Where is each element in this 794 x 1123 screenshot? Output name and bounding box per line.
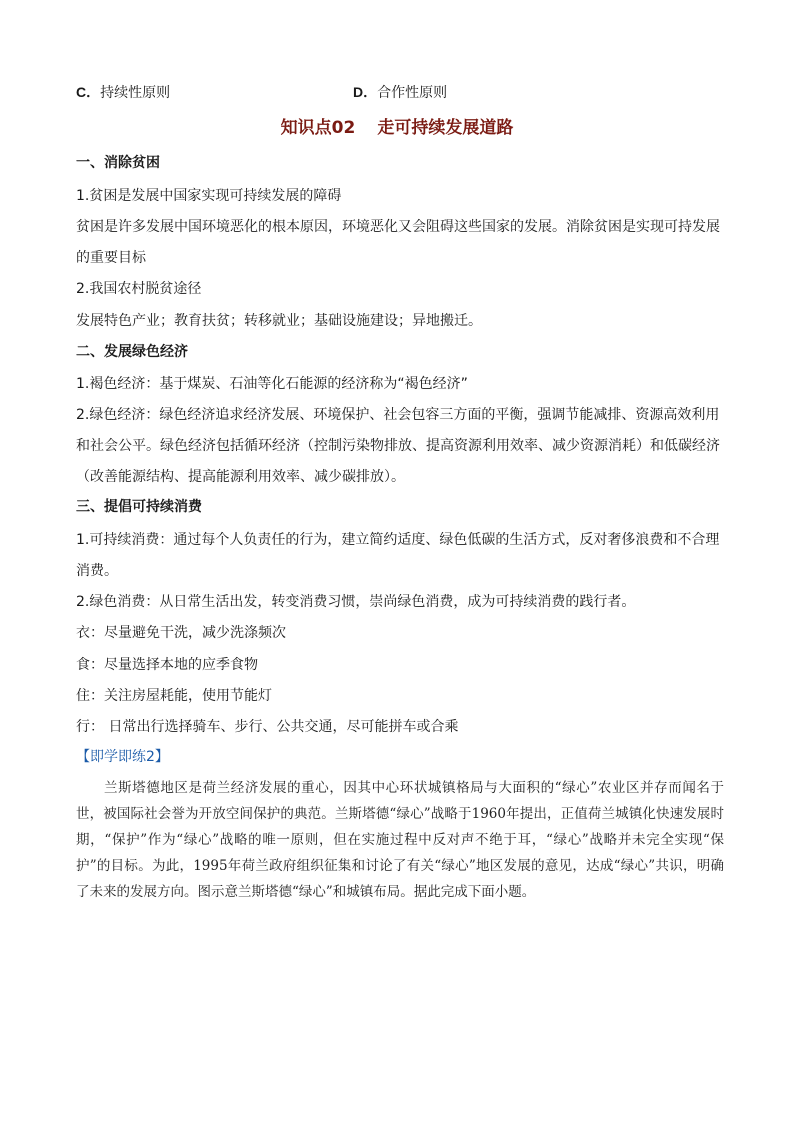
paragraph: 发展特色产业；教育扶贫；转移就业；基础设施建设；异地搬迁。 bbox=[76, 313, 482, 329]
option-d-text: 合作性原则 bbox=[377, 85, 448, 101]
paragraph: 1.可持续消费：通过每个人负责任的行为，建立简约适度、绿色低碳的生活方式，反对奢侈浪费和不合理 bbox=[76, 532, 720, 548]
paragraph: 贫困是许多发展中国环境恶化的根本原因，环境恶化又会阻碍这些国家的发展。消除贫困是实现可持发展 bbox=[76, 219, 720, 235]
practice-tag: 【即学即练2】 bbox=[76, 749, 169, 765]
section-title-text: 走可持续发展道路 bbox=[377, 118, 514, 138]
heading-poverty: 一、消除贫困 bbox=[76, 155, 160, 171]
list-item: 住：关注房屋耗能，使用节能灯 bbox=[76, 688, 272, 704]
paragraph: 1.褐色经济：基于煤炭、石油等化石能源的经济称为“褐色经济” bbox=[76, 376, 468, 392]
list-item: 衣：尽量避免干洗，减少洗涤频次 bbox=[76, 625, 286, 641]
practice-passage bbox=[76, 775, 724, 905]
option-d bbox=[353, 82, 447, 103]
paragraph: 2.我国农村脱贫途径 bbox=[76, 281, 202, 297]
passage-text: 兰斯塔德地区是荷兰经济发展的重心，因其中心环状城镇格局与大面积的“绿心”农业区并存而闻名于世，被国际社会誉为开放空间保护的典范。兰斯塔德“绿心”战略于1960年提出，正值荷兰城镇化快速发展时期，“保护”作为“绿心”战略的唯一原则，但在实施过程中反对声不绝于耳，“绿心”战略并未完全实现“保护”的目标。为此，1995年荷兰政府组织征集和讨论了有关“绿心”地区发展的意见，达成“绿心”共识，明确了未来的发展方向。图示意兰斯塔德“绿心”和城镇布局。据此完成下面小题。 bbox=[76, 780, 724, 900]
option-c-letter: C． bbox=[76, 84, 101, 100]
option-d-letter: D． bbox=[353, 84, 378, 100]
paragraph: （改善能源结构、提高能源利用效率、减少碳排放）。 bbox=[76, 469, 405, 485]
list-item: 食：尽量选择本地的应季食物 bbox=[76, 657, 258, 673]
section-title-number: 知识点02 bbox=[280, 118, 356, 138]
option-c-text: 持续性原则 bbox=[100, 85, 171, 101]
heading-sustainable-consumption: 三、提倡可持续消费 bbox=[76, 499, 202, 515]
paragraph: 的重要目标 bbox=[76, 250, 146, 266]
section-title bbox=[0, 116, 794, 140]
paragraph: 1.贫困是发展中国家实现可持续发展的障碍 bbox=[76, 188, 342, 204]
paragraph: 2.绿色消费：从日常生活出发，转变消费习惯，崇尚绿色消费，成为可持续消费的践行者。 bbox=[76, 594, 636, 610]
paragraph: 和社会公平。绿色经济包括循环经济（控制污染物排放、提高资源利用效率、减少资源消耗）和低碳经济 bbox=[76, 438, 720, 454]
paragraph: 2.绿色经济：绿色经济追求经济发展、环境保护、社会包容三方面的平衡，强调节能减排、资源高效利用 bbox=[76, 407, 720, 423]
heading-green-economy: 二、发展绿色经济 bbox=[76, 344, 188, 360]
list-item: 行： 日常出行选择骑车、步行、公共交通，尽可能拼车或合乘 bbox=[76, 719, 459, 735]
option-c bbox=[76, 82, 170, 103]
paragraph: 消费。 bbox=[76, 563, 118, 579]
